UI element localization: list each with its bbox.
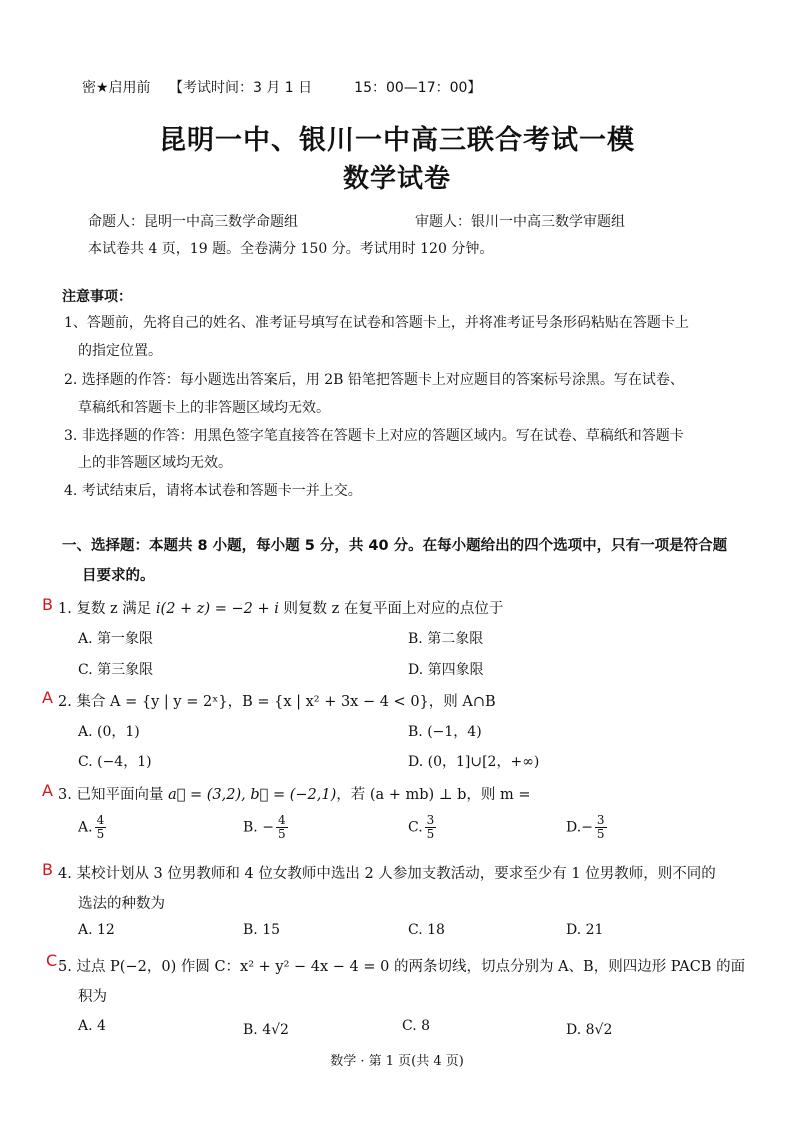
question-stem: 4. 某校计划从 3 位男教师和 4 位女教师中选出 2 人参加支教活动，要求至少有 1 位男教师，则不同的 bbox=[58, 866, 716, 882]
reviewer-line: 审题人：银川一中高三数学审题组 bbox=[415, 214, 625, 230]
notice-item: 草稿纸和答题卡上的非答题区域均无效。 bbox=[64, 400, 330, 416]
notice-item: 2. 选择题的作答：每小题选出答案后，用 2B 铅笔把答题卡上对应题目的答案标号涂黑。写在试卷、 bbox=[64, 372, 684, 388]
option-d: D. (0，1]∪[2，+∞) bbox=[408, 754, 540, 770]
section-heading-cont: 目要求的。 bbox=[82, 568, 155, 584]
answer-mark: C bbox=[46, 951, 58, 970]
notice-item: 1、答题前，先将自己的姓名、准考证号填写在试卷和答题卡上，并将准考证号条形码粘贴在答题卡上 bbox=[64, 315, 689, 331]
notice-item: 4. 考试结束后，请将本试卷和答题卡一并上交。 bbox=[64, 483, 362, 499]
option-c: C. 8 bbox=[402, 1018, 431, 1034]
exam-info: 本试卷共 4 页，19 题。全卷满分 150 分。考试用时 120 分钟。 bbox=[88, 241, 494, 257]
math-expression: i(2 + z) = −2 + i bbox=[155, 601, 279, 617]
option-a: A. 4 bbox=[78, 1018, 106, 1034]
option-d: D. 8√2 bbox=[566, 1022, 613, 1038]
fraction: $\frac{4}{5}$ bbox=[277, 813, 286, 841]
question-stem: 1. 复数 z 满足 i(2 + z) = −2 + i 则复数 z 在复平面上对应的点位于 bbox=[58, 601, 504, 617]
fraction: $\frac{3}{5}$ bbox=[426, 813, 435, 841]
option-b: B. 第二象限 bbox=[408, 631, 484, 647]
math-expression: a⃗ = (3,2), b⃗ = (−2,1) bbox=[168, 787, 337, 803]
option-b: B. (−1，4) bbox=[408, 724, 482, 740]
answer-mark: B bbox=[42, 860, 53, 879]
notice-item: 的指定位置。 bbox=[64, 343, 162, 359]
answer-mark: A bbox=[42, 688, 53, 707]
fraction: $\frac{4}{5}$ bbox=[96, 813, 105, 841]
section-heading: 一、选择题：本题共 8 小题，每小题 5 分，共 40 分。在每小题给出的四个选项中，只有一项是符合题 bbox=[62, 538, 728, 554]
question-stem: 2. 集合 A = {y | y = 2ˣ}，B = {x | x² + 3x − 4 < 0}，则 A∩B bbox=[58, 694, 496, 710]
exam-secret-line: 密★启用前 【考试时间：3 月 1 日 15：00—17：00】 bbox=[82, 80, 482, 96]
option-d: D. 21 bbox=[566, 922, 604, 938]
option-c: C. 第三象限 bbox=[78, 662, 154, 678]
question-stem-cont: 选法的种数为 bbox=[78, 896, 165, 912]
option-a: A. 第一象限 bbox=[78, 631, 154, 647]
exam-title: 昆明一中、银川一中高三联合考试一模 bbox=[159, 125, 635, 156]
notice-item: 3. 非选择题的作答：用黑色签字笔直接答在答题卡上对应的答题区域内。写在试卷、草稿纸和答题卡 bbox=[64, 428, 684, 444]
option-b: B. 15 bbox=[243, 922, 281, 938]
notice-item: 上的非答题区域均无效。 bbox=[64, 455, 232, 471]
option-b: B. − $\frac{4}{5}$ bbox=[243, 813, 286, 841]
question-stem-cont: 积为 bbox=[78, 989, 107, 1005]
option-c: C. (−4，1) bbox=[78, 754, 152, 770]
answer-mark: B bbox=[42, 595, 53, 614]
fraction: $\frac{3}{5}$ bbox=[596, 813, 605, 841]
option-c: C. 18 bbox=[408, 922, 445, 938]
option-a: A. 12 bbox=[78, 922, 115, 938]
notice-heading: 注意事项： bbox=[62, 289, 132, 305]
option-a: A. $\frac{4}{5}$ bbox=[78, 813, 105, 841]
option-b: B. 4√2 bbox=[243, 1022, 289, 1038]
question-stem: 3. 已知平面向量 a⃗ = (3,2), b⃗ = (−2,1)，若 (a + mb) ⊥ b，则 m = bbox=[58, 787, 531, 803]
page-footer: 数学 · 第 1 页(共 4 页) bbox=[330, 1054, 464, 1069]
option-c: C. $\frac{3}{5}$ bbox=[408, 813, 435, 841]
question-stem: 5. 过点 P(−2，0) 作圆 C：x² + y² − 4x − 4 = 0 的两条切线，切点分别为 A、B，则四边形 PACB 的面 bbox=[58, 959, 746, 975]
option-d: D.− $\frac{3}{5}$ bbox=[566, 813, 605, 841]
option-a: A. (0，1) bbox=[78, 724, 140, 740]
exam-subtitle: 数学试卷 bbox=[342, 164, 451, 194]
answer-mark: A bbox=[42, 781, 53, 800]
setter-line: 命题人：昆明一中高三数学命题组 bbox=[88, 214, 298, 230]
option-d: D. 第四象限 bbox=[408, 662, 484, 678]
